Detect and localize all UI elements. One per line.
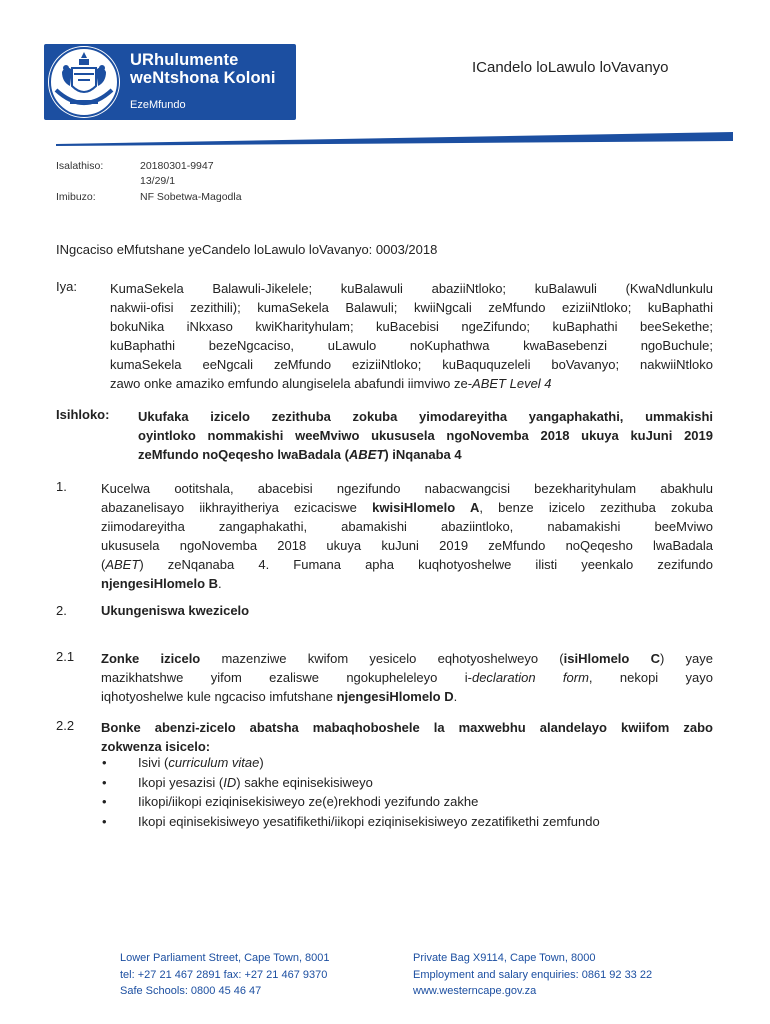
website-link[interactable]: www.westerncape.gov.za: [413, 985, 537, 997]
footer-address: Lower Parliament Street, Cape Town, 8001 tel: +27 21 467 2891 fax: +27 21 467 9370 Safe Schools: 0800 45 46 47: [120, 952, 330, 997]
logo-title-line2: weNtshona Koloni: [130, 69, 276, 87]
logo-subtitle: EzeMfundo: [130, 99, 186, 111]
reference-label: Isalathiso:: [56, 160, 104, 172]
enquiries-value: NF Sobetwa-Magodla: [140, 191, 242, 203]
required-documents-list: [100, 755, 700, 833]
item-number: 2.2: [56, 718, 75, 733]
recipients-line: KumaSekela Balawuli-Jikelele; kuBalawuli abaziiNtloko; kuBalawuli (KwaNdlunkulu: [110, 281, 713, 296]
logo-title-line1: URhulumente: [130, 51, 239, 69]
to-label: Iya:: [56, 279, 77, 294]
bullet-icon: •: [102, 813, 107, 829]
subject-text: Ukufaka izicelo zezithuba zokuba yimodareyitha yangaphakathi, ummakishi oyintloko nommakishi weeMviwo ukususela ngoNovemba 2018 ukuya kuJuni 2019 zeMfundo noQeqesho lwaBadala (ABET) iNqanaba 4: [138, 409, 713, 462]
item-2-2-text: Bonke abenzi-zicelo abatsha mabaqhoboshele la maxwebhu alandelayo kwiifom zabo zokwenza isicelo:: [101, 720, 713, 754]
recipients-line: zawo onke amaziko emfundo alungiselela abafundi iimviwo ze-ABET Level 4: [110, 376, 552, 391]
item-2-1-text: Zonke izicelo mazenziwe kwifom yesicelo eqhotyoshelweyo (isiHlomelo C) yaye mazikhatshwe yifom ezaliswe ngokupheleleyo i-declaration form, nekopi yayo iqhotyoshelwe kule ngcaciso imfutshane njengesiHlomelo D.: [101, 651, 713, 704]
recipients: [110, 279, 713, 393]
footer-contact: Private Bag X9114, Cape Town, 8000 Employment and salary enquiries: 0861 92 33 22 www.westerncape.gov.za: [413, 950, 652, 1000]
item-number: 1.: [56, 479, 67, 494]
recipients-line: bokuNika iNkxaso kwiKharityhulam; kuBacebisi ngeZifundo; kuBaphathi beeSekethe;: [110, 319, 713, 334]
list-item: • Isivi (curriculum vitae): [102, 755, 264, 770]
list-item: • Ikopi eqinisekisiweyo yesatifikethi/iikopi eziqinisekisiweyo zezatifikethi zemfundo: [102, 813, 600, 829]
reference-value: 20180301-9947: [140, 160, 214, 172]
government-logo: [44, 44, 296, 120]
item-number: 2.: [56, 603, 67, 618]
bullet-icon: •: [102, 794, 107, 809]
coat-of-arms-icon: [48, 46, 120, 118]
department-title: ICandelo loLawulo loVavanyo: [472, 59, 669, 76]
bullet-icon: •: [102, 774, 107, 790]
list-item: • Ikopi yesazisi (ID) sakhe eqinisekisiweyo: [102, 774, 373, 790]
recipients-line: nakwii-ofisi zezithili); kumaSekela Balawuli; kwiiNgcali zeMfundo eziziiNtloko; kuBaphathi: [110, 300, 713, 315]
recipients-line: kuBaphathi bezeNgcaciso, uLawulo noKuphathwa kwaBasebenzi ngoBuchule;: [110, 338, 713, 353]
list-item: • Iikopi/iikopi eziqinisekisiweyo ze(e)rekhodi yezifundo zakhe: [102, 794, 479, 809]
subject-label: Isihloko:: [56, 407, 110, 422]
circular-heading: INgcaciso eMfutshane yeCandelo loLawulo loVavanyo: 0003/2018: [56, 242, 438, 257]
bullet-icon: •: [102, 755, 107, 770]
reference-file-number: 13/29/1: [140, 175, 176, 187]
section-heading: Ukungeniswa kwezicelo: [101, 603, 250, 618]
enquiries-label: Imibuzo:: [56, 191, 96, 203]
item-1-text: Kucelwa ootitshala, abacebisi ngezifundo nabacwangcisi bezekharityhulam abakhulu abazanelisayo iikhrayitheriya ezicaciswe kwisiHlomelo A, benze izicelo zezithuba zokuba ziimodareyitha zangaphakathi, abamakishi abaziintloko, nabamakishi beeMviwo ukususela ngoNovemba 2018 ukuya kuJuni 2019 zeMfundo noQeqesho lwaBadala (ABET) zeNqanaba 4. Fumana apha kuqhotyoshelwe ilisti yeenkalo zezifundo njengesiHlomelo B.: [101, 481, 713, 591]
recipients-line: kumaSekela eeNgcali zeMfundo eziziiNtloko; kuBaququzeleli boVavanyo; nakwiiNtloko: [110, 357, 713, 372]
item-number: 2.1: [56, 649, 75, 664]
